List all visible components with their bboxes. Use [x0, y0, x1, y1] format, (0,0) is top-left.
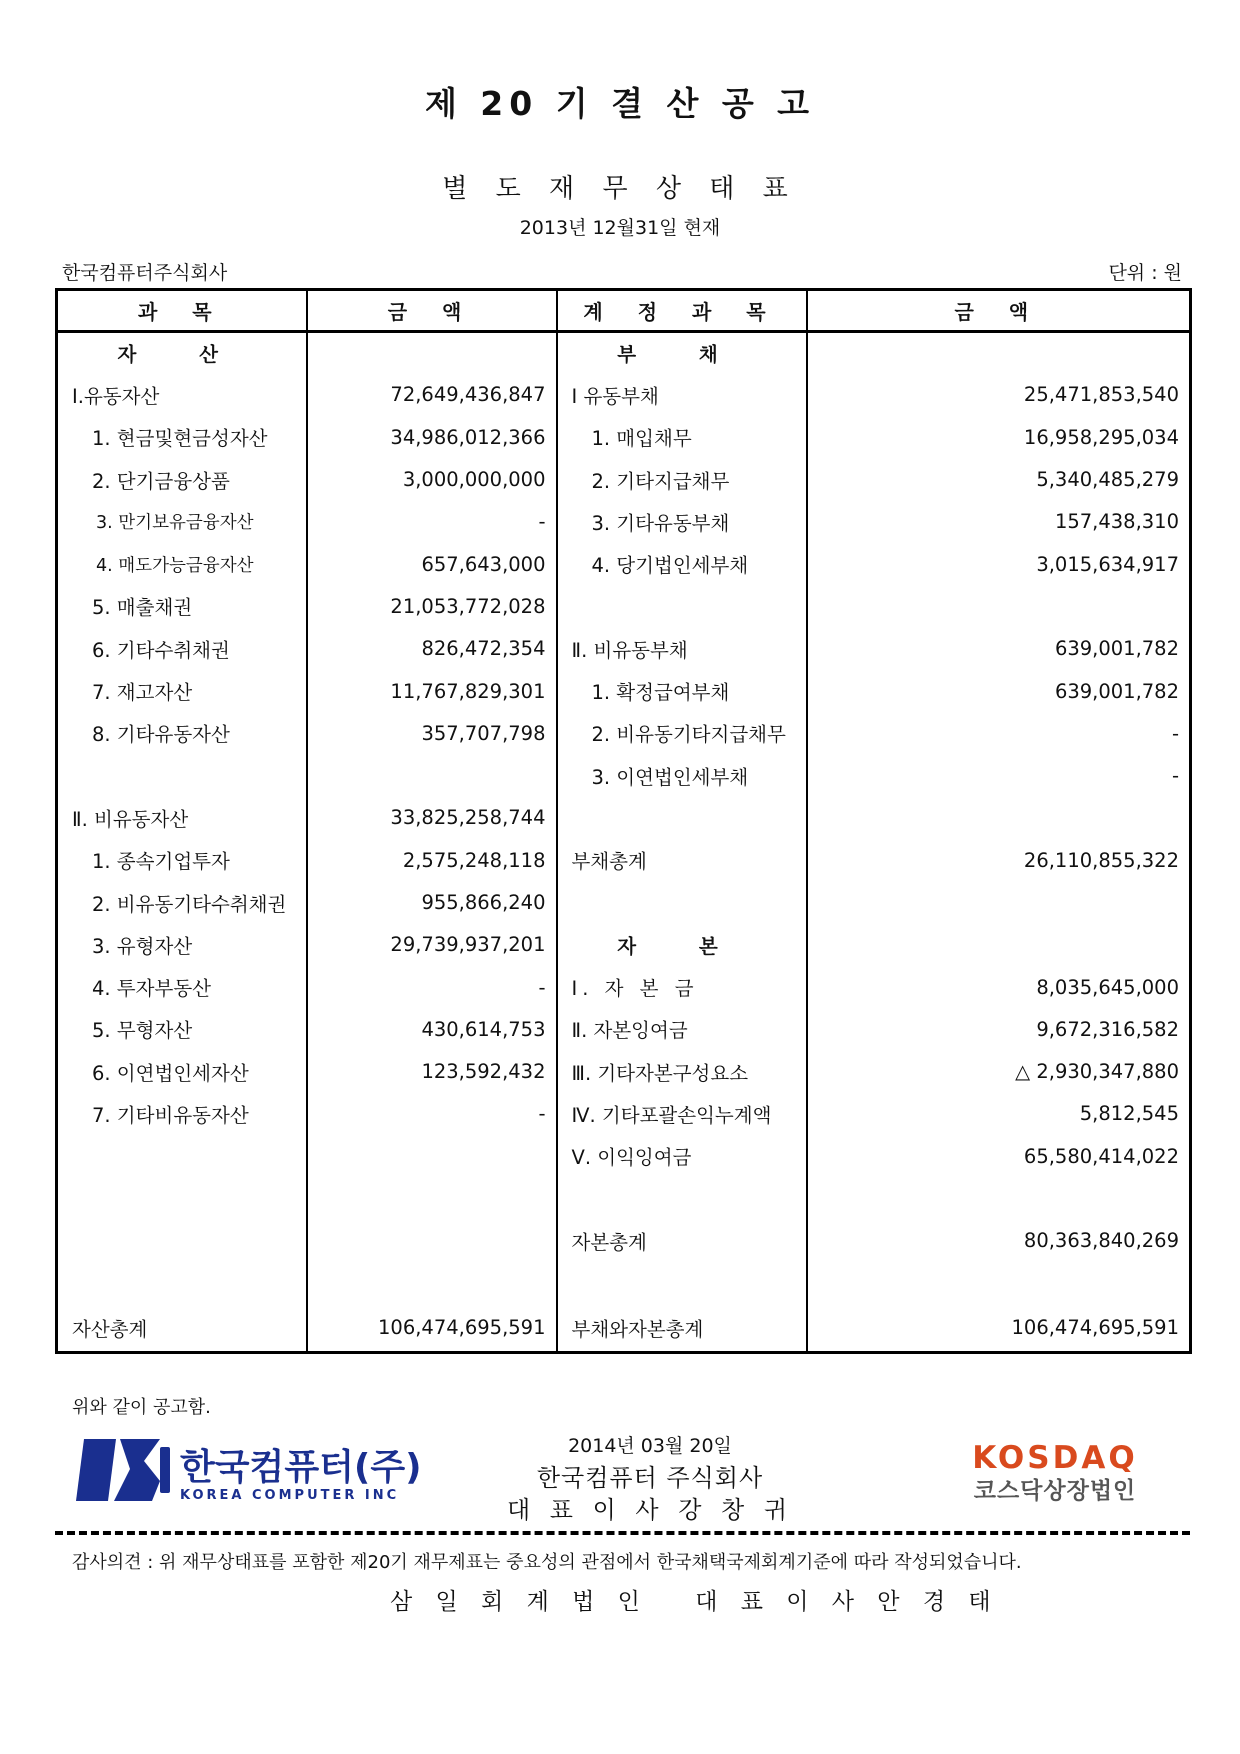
- auditor-line: [390, 1583, 1031, 1616]
- amount-cell: [807, 1177, 1191, 1219]
- table-row: [57, 1008, 1191, 1050]
- account-cell: [557, 1177, 807, 1219]
- notice-text: 위와 같이 공고함.: [72, 1397, 211, 1418]
- account-cell: 1. 매입채무: [557, 416, 807, 458]
- amount-cell: 2,575,248,118: [307, 839, 557, 881]
- kosdaq-subtitle: 코스닥상장법인: [973, 1478, 1137, 1504]
- account-cell: [557, 585, 807, 627]
- kosdaq-logo-text: KOSDAQ: [972, 1440, 1138, 1472]
- account-cell: 자 산: [57, 332, 307, 374]
- account-cell: 3. 기타유동부채: [557, 501, 807, 543]
- table-header-row: [57, 290, 1191, 332]
- amount-cell: [807, 924, 1191, 966]
- header-account: 과 목: [57, 290, 307, 332]
- table-row: [57, 1177, 1191, 1219]
- account-cell: 7. 기타비유동자산: [57, 1093, 307, 1135]
- table-row: [57, 712, 1191, 754]
- account-cell: 2. 비유동기타수취채권: [57, 881, 307, 923]
- table-row: [57, 1135, 1191, 1177]
- table-row: [57, 881, 1191, 923]
- account-cell: Ⅴ. 이익잉여금: [557, 1135, 807, 1177]
- statement-date: 2013년 12월31일 현재: [519, 217, 721, 239]
- sign-date: 2014년 03월 20일: [568, 1435, 732, 1457]
- amount-cell: 34,986,012,366: [307, 416, 557, 458]
- account-cell: 2. 단기금융상품: [57, 458, 307, 500]
- amount-cell: 357,707,798: [307, 712, 557, 754]
- amount-cell: -: [307, 501, 557, 543]
- amount-cell: 157,438,310: [1054, 510, 1179, 534]
- account-cell: Ⅱ. 비유동자산: [57, 797, 307, 839]
- account-cell: 7. 재고자산: [57, 670, 307, 712]
- table-row: [57, 374, 1191, 416]
- account-cell: 자본총계: [557, 1220, 807, 1262]
- table-row: [57, 839, 1191, 881]
- amount-cell: 5,340,485,279: [1036, 468, 1179, 492]
- table-row: [57, 501, 1191, 543]
- table-row: [57, 1220, 1191, 1262]
- amount-cell: 106,474,695,591: [307, 1304, 557, 1352]
- table-row: [57, 543, 1191, 585]
- korea-computer-logo: [68, 1437, 430, 1505]
- kosdaq-badge: [955, 1440, 1155, 1505]
- account-cell: 1. 종속기업투자: [57, 839, 307, 881]
- amount-cell: 8,035,645,000: [1036, 975, 1179, 999]
- dashed-divider: [55, 1531, 1190, 1535]
- auditor-firm: 삼 일 회 계 법 인: [390, 1589, 648, 1615]
- amount-cell: 26,110,855,322: [1023, 848, 1179, 872]
- header-amount: 금 액: [307, 290, 557, 332]
- amount-cell: 72,649,436,847: [307, 374, 557, 416]
- amount-cell: 3,000,000,000: [307, 458, 557, 500]
- amount-cell: 65,580,414,022: [1023, 1144, 1179, 1168]
- table-row: [57, 754, 1191, 796]
- account-cell: 3. 이연법인세부채: [557, 754, 807, 796]
- amount-cell: 25,471,853,540: [1023, 383, 1179, 407]
- account-cell: 5. 무형자산: [57, 1008, 307, 1050]
- account-cell: 3. 유형자산: [57, 924, 307, 966]
- account-cell: Ⅲ. 기타자본구성요소: [557, 1051, 807, 1093]
- account-cell: 3. 만기보유금융자산: [57, 501, 307, 543]
- amount-cell: △ 2,930,347,880: [1015, 1060, 1179, 1084]
- account-cell: Ⅰ. 자 본 금: [557, 966, 807, 1008]
- header-account-liab: 계 정 과 목: [557, 290, 807, 332]
- table-row: [57, 966, 1191, 1008]
- account-cell: [57, 1135, 307, 1177]
- account-cell: 부 채: [557, 332, 807, 374]
- amount-cell: -: [1171, 764, 1179, 788]
- account-cell: [557, 881, 807, 923]
- amount-cell: 955,866,240: [307, 881, 557, 923]
- balance-sheet-table: [55, 288, 1192, 1354]
- amount-cell: [307, 754, 557, 796]
- page-title: 제 20 기 결 산 공 고: [424, 84, 816, 123]
- table-row: [57, 416, 1191, 458]
- account-cell: 4. 당기법인세부채: [557, 543, 807, 585]
- account-cell: 부채와자본총계: [557, 1304, 807, 1352]
- account-cell: [57, 1262, 307, 1304]
- account-cell: [57, 754, 307, 796]
- account-cell: 4. 투자부동산: [57, 966, 307, 1008]
- amount-cell: 639,001,782: [1054, 679, 1179, 703]
- table-row: [57, 585, 1191, 627]
- amount-cell: [807, 797, 1191, 839]
- balance-sheet-body: [57, 332, 1191, 1353]
- auditor-ceo: 대 표 이 사 안 경 태: [695, 1589, 999, 1615]
- logo-korean-text: 한국컴퓨터(주): [180, 1447, 422, 1488]
- table-row: [57, 458, 1191, 500]
- table-row: [57, 797, 1191, 839]
- table-row: [57, 332, 1191, 374]
- table-row: [57, 1093, 1191, 1135]
- account-cell: Ⅱ. 비유동부채: [557, 628, 807, 670]
- amount-cell: 80,363,840,269: [1023, 1229, 1179, 1253]
- table-row: [57, 1304, 1191, 1352]
- amount-cell: 657,643,000: [307, 543, 557, 585]
- amount-cell: 16,958,295,034: [1023, 425, 1179, 449]
- amount-cell: 9,672,316,582: [1036, 1017, 1179, 1041]
- amount-cell: [307, 332, 557, 374]
- amount-cell: [807, 585, 1191, 627]
- account-cell: 6. 이연법인세자산: [57, 1051, 307, 1093]
- account-cell: 자 본: [557, 924, 807, 966]
- table-row: [57, 1262, 1191, 1304]
- amount-cell: 106,474,695,591: [1011, 1316, 1179, 1340]
- amount-cell: [307, 1177, 557, 1219]
- account-cell: [57, 1177, 307, 1219]
- amount-cell: -: [1171, 721, 1179, 745]
- amount-cell: 21,053,772,028: [307, 585, 557, 627]
- statement-title: 별 도 재 무 상 태 표: [442, 174, 798, 204]
- amount-cell: [807, 1262, 1191, 1304]
- amount-cell: [807, 332, 1191, 374]
- account-cell: 1. 현금및현금성자산: [57, 416, 307, 458]
- table-row: [57, 670, 1191, 712]
- amount-cell: 639,001,782: [1054, 637, 1179, 661]
- account-cell: 부채총계: [557, 839, 807, 881]
- table-row: [57, 628, 1191, 670]
- account-cell: Ⅰ 유동부채: [557, 374, 807, 416]
- account-cell: 1. 확정급여부채: [557, 670, 807, 712]
- amount-cell: [307, 1135, 557, 1177]
- sign-ceo: 대 표 이 사 강 창 귀: [506, 1496, 794, 1524]
- audit-opinion: 감사의견 : 위 재무상태표를 포함한 제20기 재무제표는 중요성의 관점에서 한국채택국제회계기준에 따라 작성되었습니다.: [72, 1552, 1022, 1573]
- amount-cell: -: [307, 966, 557, 1008]
- account-cell: Ⅳ. 기타포괄손익누계액: [557, 1093, 807, 1135]
- logo-english-text: KOREA COMPUTER INC: [180, 1488, 400, 1503]
- company-name: 한국컴퓨터주식회사: [62, 262, 228, 284]
- account-cell: 2. 비유동기타지급채무: [557, 712, 807, 754]
- amount-cell: 826,472,354: [307, 628, 557, 670]
- account-cell: 6. 기타수취채권: [57, 628, 307, 670]
- account-cell: 8. 기타유동자산: [57, 712, 307, 754]
- amount-cell: [807, 881, 1191, 923]
- amount-cell: 29,739,937,201: [307, 924, 557, 966]
- account-cell: 2. 기타지급채무: [557, 458, 807, 500]
- amount-cell: 11,767,829,301: [307, 670, 557, 712]
- account-cell: 5. 매출채권: [57, 585, 307, 627]
- amount-cell: 3,015,634,917: [1036, 552, 1179, 576]
- amount-cell: 430,614,753: [307, 1008, 557, 1050]
- table-row: [57, 924, 1191, 966]
- account-cell: [557, 1262, 807, 1304]
- table-row: [57, 1051, 1191, 1093]
- account-cell: [57, 1220, 307, 1262]
- account-cell: Ⅰ.유동자산: [57, 374, 307, 416]
- amount-cell: [307, 1220, 557, 1262]
- amount-cell: 33,825,258,744: [307, 797, 557, 839]
- amount-cell: [307, 1262, 557, 1304]
- account-cell: [557, 797, 807, 839]
- kosdaq-logo: [960, 1440, 1150, 1472]
- signature-block: [460, 1430, 840, 1526]
- amount-cell: 5,812,545: [1079, 1102, 1179, 1126]
- amount-cell: -: [307, 1093, 557, 1135]
- account-cell: 4. 매도가능금융자산: [57, 543, 307, 585]
- sign-company: 한국컴퓨터 주식회사: [536, 1464, 764, 1492]
- header-amount-liab: 금 액: [807, 290, 1191, 332]
- unit-label: 단위 : 원: [1108, 262, 1182, 284]
- account-cell: Ⅱ. 자본잉여금: [557, 1008, 807, 1050]
- account-cell: 자산총계: [57, 1304, 307, 1352]
- amount-cell: 123,592,432: [307, 1051, 557, 1093]
